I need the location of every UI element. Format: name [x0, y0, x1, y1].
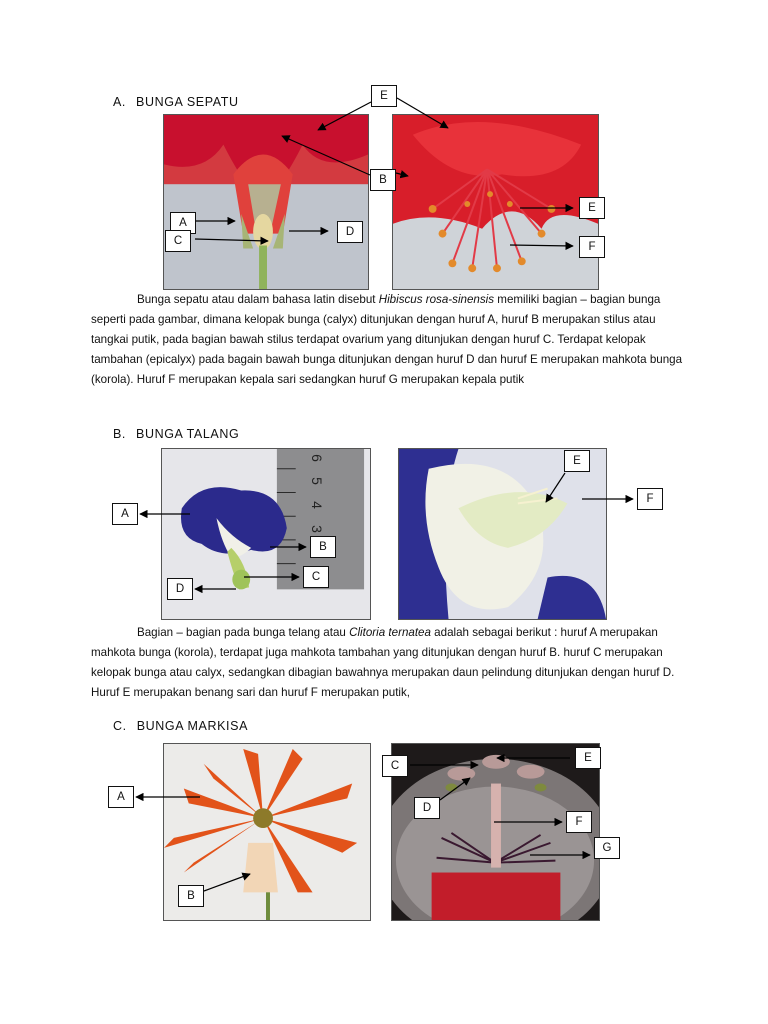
hibiscus-front-photo: [392, 114, 599, 290]
label-c: C: [165, 230, 191, 252]
section-a-paragraph: Bunga sepatu atau dalam bahasa latin disebut Hibiscus rosa-sinensis memiliki bagian – bagian bunga seperti pada gambar, dimana kelopak bunga (calyx) ditunjukan dengan huruf A, huruf B merupakan stilus atau tangkai putik, pada bagian bawah stilus terdapat ovarium yang ditunjukan dengan huruf C. Terdapat kelopak tambahan (epicalyx) pada bagain bawah bunga ditunjukan dengan huruf D dan huruf E merupakan mahkota bunga (korola). Huruf F merupakan kepala sari sedangkan huruf G merupakan kepala putik: [91, 293, 683, 386]
label-f: F: [637, 488, 663, 510]
section-heading-c: [113, 719, 248, 733]
hibiscus-side-photo: [163, 114, 369, 290]
ruler-number: 6: [308, 454, 325, 462]
label-a: A: [108, 786, 134, 808]
label-d: D: [167, 578, 193, 600]
label-b: B: [310, 536, 336, 558]
section-letter: C.: [113, 719, 127, 733]
section-b-paragraph: Bagian – bagian pada bunga telang atau Clitoria ternatea adalah sebagai berikut : huruf A merupakan mahkota bunga (korola), terdapat juga mahkota tambahan yang ditunjukan dengan huruf B. huruf C merupakan kelopak bunga atau calyx, sedangkan dibagian bawahnya merupakan daun pelindung ditunjukan dengan huruf D. Huruf E merupakan benang sari dan huruf F merupakan putik,: [91, 626, 675, 699]
label-f: F: [566, 811, 592, 833]
latin-name: Clitoria ternatea: [349, 626, 431, 639]
latin-name: Hibiscus rosa-sinensis: [378, 293, 495, 306]
section-title: BUNGA MARKISA: [136, 719, 249, 733]
label-a: A: [112, 503, 138, 525]
label-b: B: [178, 885, 204, 907]
section-heading-a: [113, 95, 239, 109]
label-f: F: [579, 236, 605, 258]
section-heading-b: [113, 427, 239, 441]
label-a: A: [170, 212, 196, 234]
label-b: B: [370, 169, 396, 191]
label-d: D: [337, 221, 363, 243]
label-e: E: [575, 747, 601, 769]
label-e: E: [371, 85, 397, 107]
section-letter: B.: [113, 427, 127, 441]
label-g: G: [594, 837, 620, 859]
label-e: E: [579, 197, 605, 219]
ruler-number: 3: [308, 525, 325, 533]
label-c: C: [303, 566, 329, 588]
label-c: C: [382, 755, 408, 777]
section-title: BUNGA SEPATU: [136, 95, 239, 109]
section-letter: A.: [113, 95, 127, 109]
ruler-number: 5: [308, 477, 325, 485]
telang-closeup-photo: [398, 448, 607, 620]
label-e: E: [564, 450, 590, 472]
section-title: BUNGA TALANG: [136, 427, 240, 441]
ruler-number: 4: [308, 501, 325, 509]
label-d: D: [414, 797, 440, 819]
